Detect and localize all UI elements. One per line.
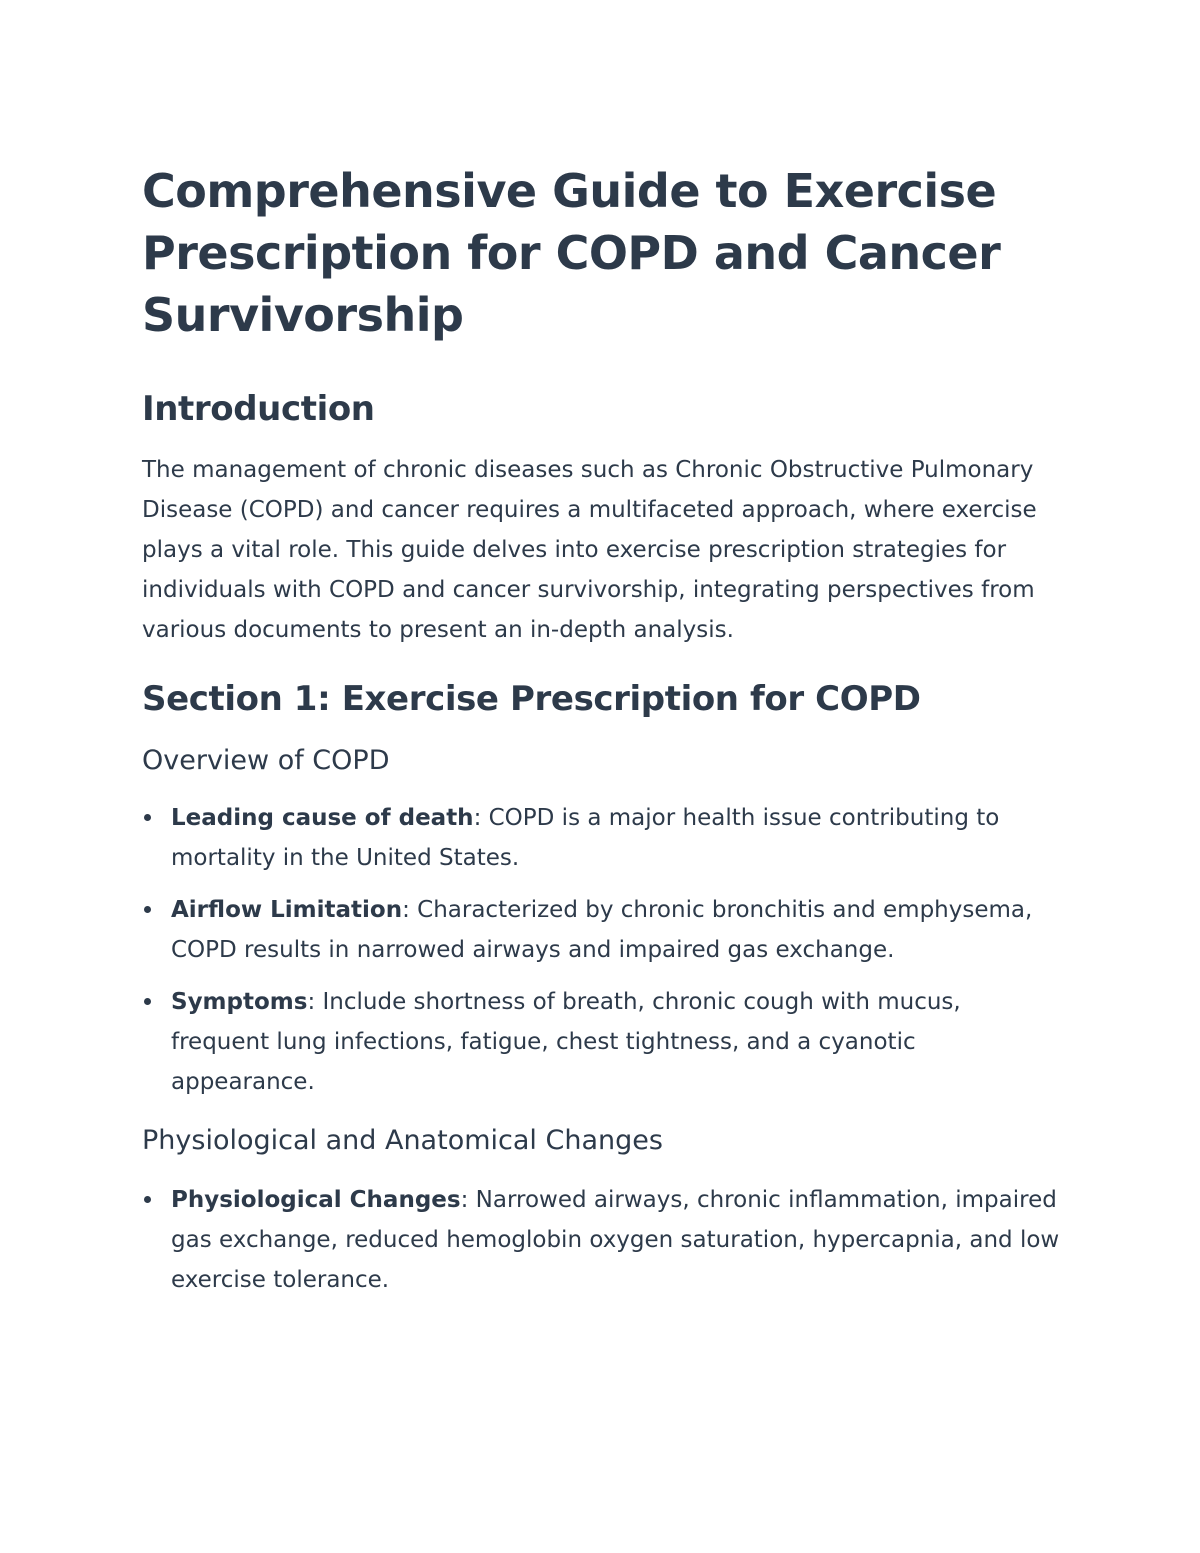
introduction-paragraph: The management of chronic diseases such as Chronic Obstructive Pulmonary Disease (COPD) and cancer requires a multifaceted approach, where exercise plays a vital role. This guide delves into exercise prescription strategies for individuals with COPD and cancer survivorship, integrating perspectives from various documents to present an in-depth analysis. bbox=[142, 457, 1037, 643]
item-term: Physiological Changes bbox=[171, 1187, 461, 1213]
bullet-icon bbox=[144, 998, 151, 1005]
document-title: Comprehensive Guide to Exercise Prescription for COPD and Cancer Survivorship bbox=[142, 164, 1001, 342]
item-separator: : bbox=[307, 989, 316, 1015]
bullet-icon bbox=[144, 814, 151, 821]
item-text: Characterized by chronic bronchitis and emphysema, COPD results in narrowed airways and impaired gas exchange. bbox=[171, 897, 1033, 963]
document-page bbox=[142, 160, 1062, 1312]
bullet-icon bbox=[144, 906, 151, 913]
list-item bbox=[142, 982, 1062, 1102]
item-text: COPD is a major health issue contributing to mortality in the United States. bbox=[171, 805, 1000, 871]
list-item bbox=[142, 1180, 1062, 1300]
item-separator: : bbox=[473, 805, 482, 831]
item-separator: : bbox=[460, 1187, 469, 1213]
item-term: Symptoms bbox=[171, 989, 308, 1015]
introduction-heading: Introduction bbox=[142, 389, 375, 429]
list-item bbox=[142, 798, 1062, 878]
item-separator: : bbox=[402, 897, 410, 923]
changes-list bbox=[142, 1180, 1062, 1300]
list-item bbox=[142, 890, 1062, 970]
item-text: Include shortness of breath, chronic cough with mucus, frequent lung infections, fatigue, chest tightness, and a cyanotic appearance. bbox=[171, 989, 961, 1095]
section-1-heading: Section 1: Exercise Prescription for COPD bbox=[142, 679, 921, 719]
bullet-icon bbox=[144, 1196, 151, 1203]
item-term: Airflow Limitation bbox=[171, 897, 403, 923]
changes-heading: Physiological and Anatomical Changes bbox=[142, 1125, 663, 1156]
item-text: Narrowed airways, chronic inflammation, impaired gas exchange, reduced hemoglobin oxygen saturation, hypercapnia, and low exercise tolerance. bbox=[171, 1187, 1060, 1293]
overview-list bbox=[142, 798, 1062, 1102]
item-term: Leading cause of death bbox=[171, 805, 474, 831]
overview-heading: Overview of COPD bbox=[142, 745, 390, 776]
